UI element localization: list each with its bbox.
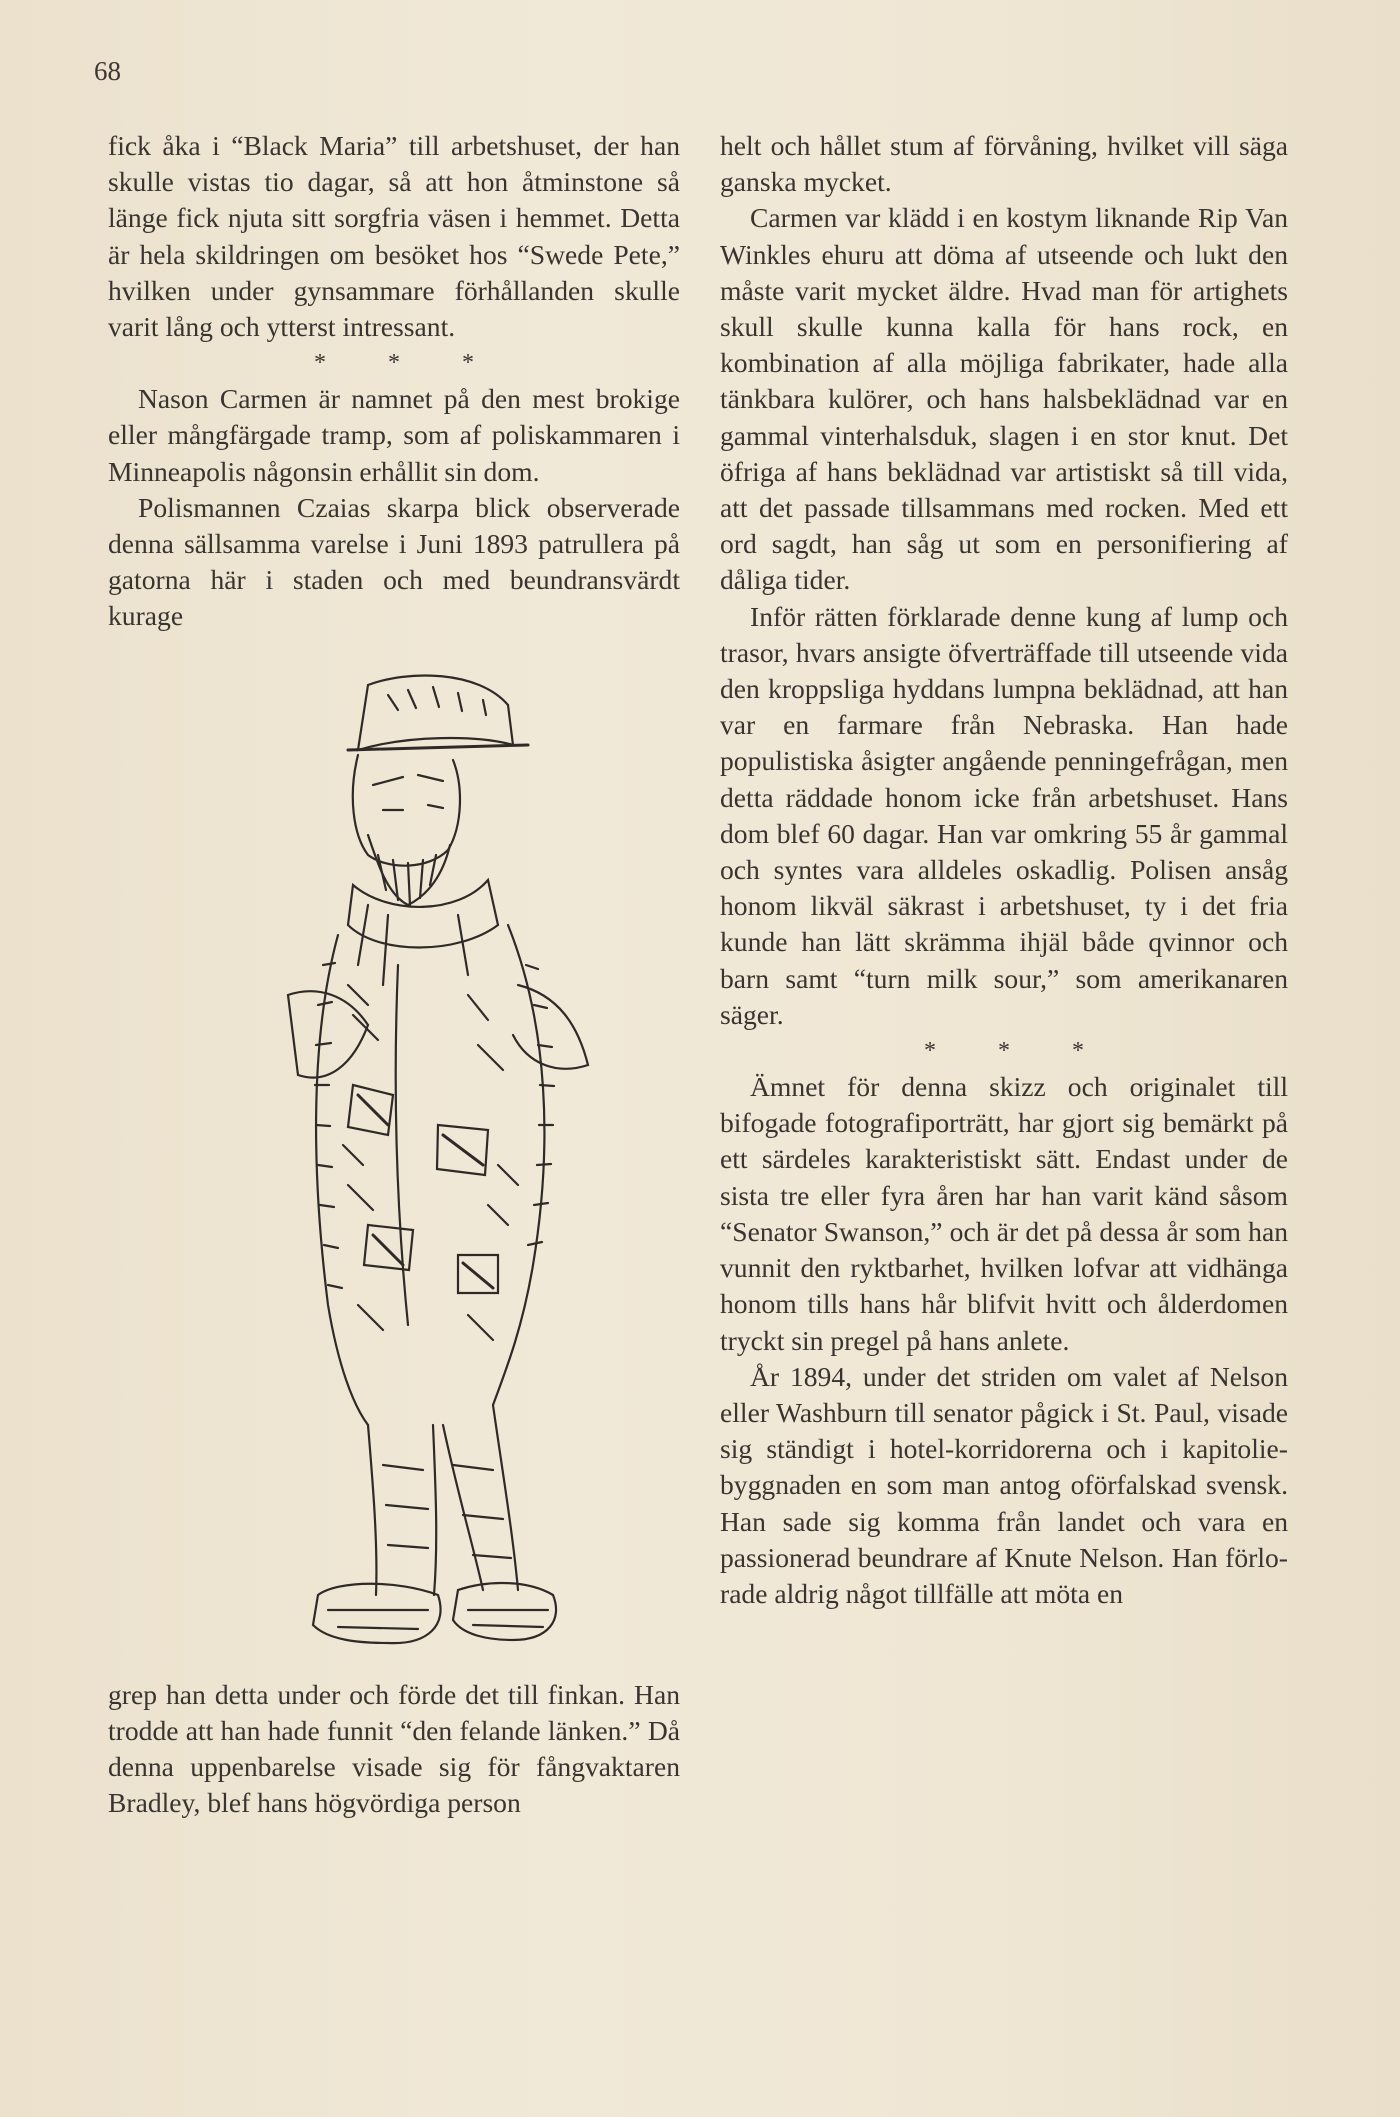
left-paragraph-3: Polismannen Czaias skarpa blick observerade denna sällsamma varelse i Juni 1893 patrullera på gatorna här i staden och med beundransvärdt kurage [108,491,680,632]
section-separator: * * * [314,350,502,377]
right-paragraph-4: Ämnet för denna skizz och originalet till bifogade fotografiporträtt, har gjort sig bemärkt på ett särdeles karakteristiskt sätt. Endast under de sista tre eller fyra åren har han varit känd såsom “Senator Swanson,” och är det på dessa år som han vunnit den ryktbarhet, hvilken lofvar att vidhänga honom tills hans hår blifvit hvitt och ålderdomen tryckt sin pregel på hans anlete. [720,1071,1288,1356]
right-paragraph-3: Inför rätten förklarade denne kung af lump och trasor, hvars ansigte öfverträffade till utseende vida den kroppsliga hyddans lumpna beklädnad, att han var en farmare från Nebraska. Han hade populistiska åsigter angående penningefrågan, men detta räddade honom icke från arbetshuset. Hans dom blef 60 dagar. Han var omkring 55 år gammal och syntes vara alldeles oskadlig. Polisen ansåg honom likväl säkrast i arbetshuset, ty i det fria kunde han lätt skrämma ihjäl både qvinnor och barn samt “turn milk sour,” som amerikanaren säger. [720,600,1288,1030]
tramp-sketch [258,665,618,1665]
section-separator-right: * * * [924,1038,1112,1065]
left-column [108,128,680,1821]
left-paragraph-1: fick åka i “Black Maria” till arbetshuset, der han skulle vistas tio dagar, så att hon åtminstone så länge fick njuta sitt sorgfria väsen i hemmet. Detta är hela skildringen om besöket hos “Swede Pete,” hvilken under gynsammare förhållanden skulle varit lång och ytterst intressant. [108,130,680,343]
left-paragraph-2: Nason Carmen är namnet på den mest brokige eller mångfärgade tramp, som af poliskammaren i Minneapolis någonsin erhållit sin dom. [108,383,680,487]
left-paragraph-4: grep han detta under och förde det till finkan. Han trodde att han hade funnit “den felande länken.” Då denna uppenbarelse visade sig för fångvaktaren Bradley, blef hans högvördiga person [108,1678,680,1819]
right-paragraph-2: Carmen var klädd i en kostym liknande Rip Van Winkles ehuru att döma af utseende och lukt den måste varit mycket äldre. Hvad man för artighets skull skulle kunna kalla för hans rock, en kombination af alla möjliga fabrikater, hade alla tänkbara kulörer, och hans halsbeklädnad var en gammal vinterhalsduk, slagen i en stor knut. Det öfriga af hans beklädnad var artistiskt så till vida, att det passade tillsammans med rocken. Med ett ord sagdt, han såg ut som en personifiering af dåliga tider. [720,202,1288,596]
right-paragraph-1: helt och hållet stum af förvåning, hvilket vill säga ganska mycket. [720,130,1288,198]
right-paragraph-5: År 1894, under det striden om valet af Nelson eller Washburn till senator pågick i St. Paul, visade sig ständigt i hotel-korridorerna och i kapitoliebyggnaden en som man antog oförfalskad svensk. Han sade sig komma från landet och vara en passionerad beundrare af Knute Nelson. Han förlorade aldrig något tillfälle att möta en [720,1360,1288,1609]
page-number: 68 [94,56,121,86]
tramp-illustration [258,665,618,1665]
right-column [720,128,1288,1612]
